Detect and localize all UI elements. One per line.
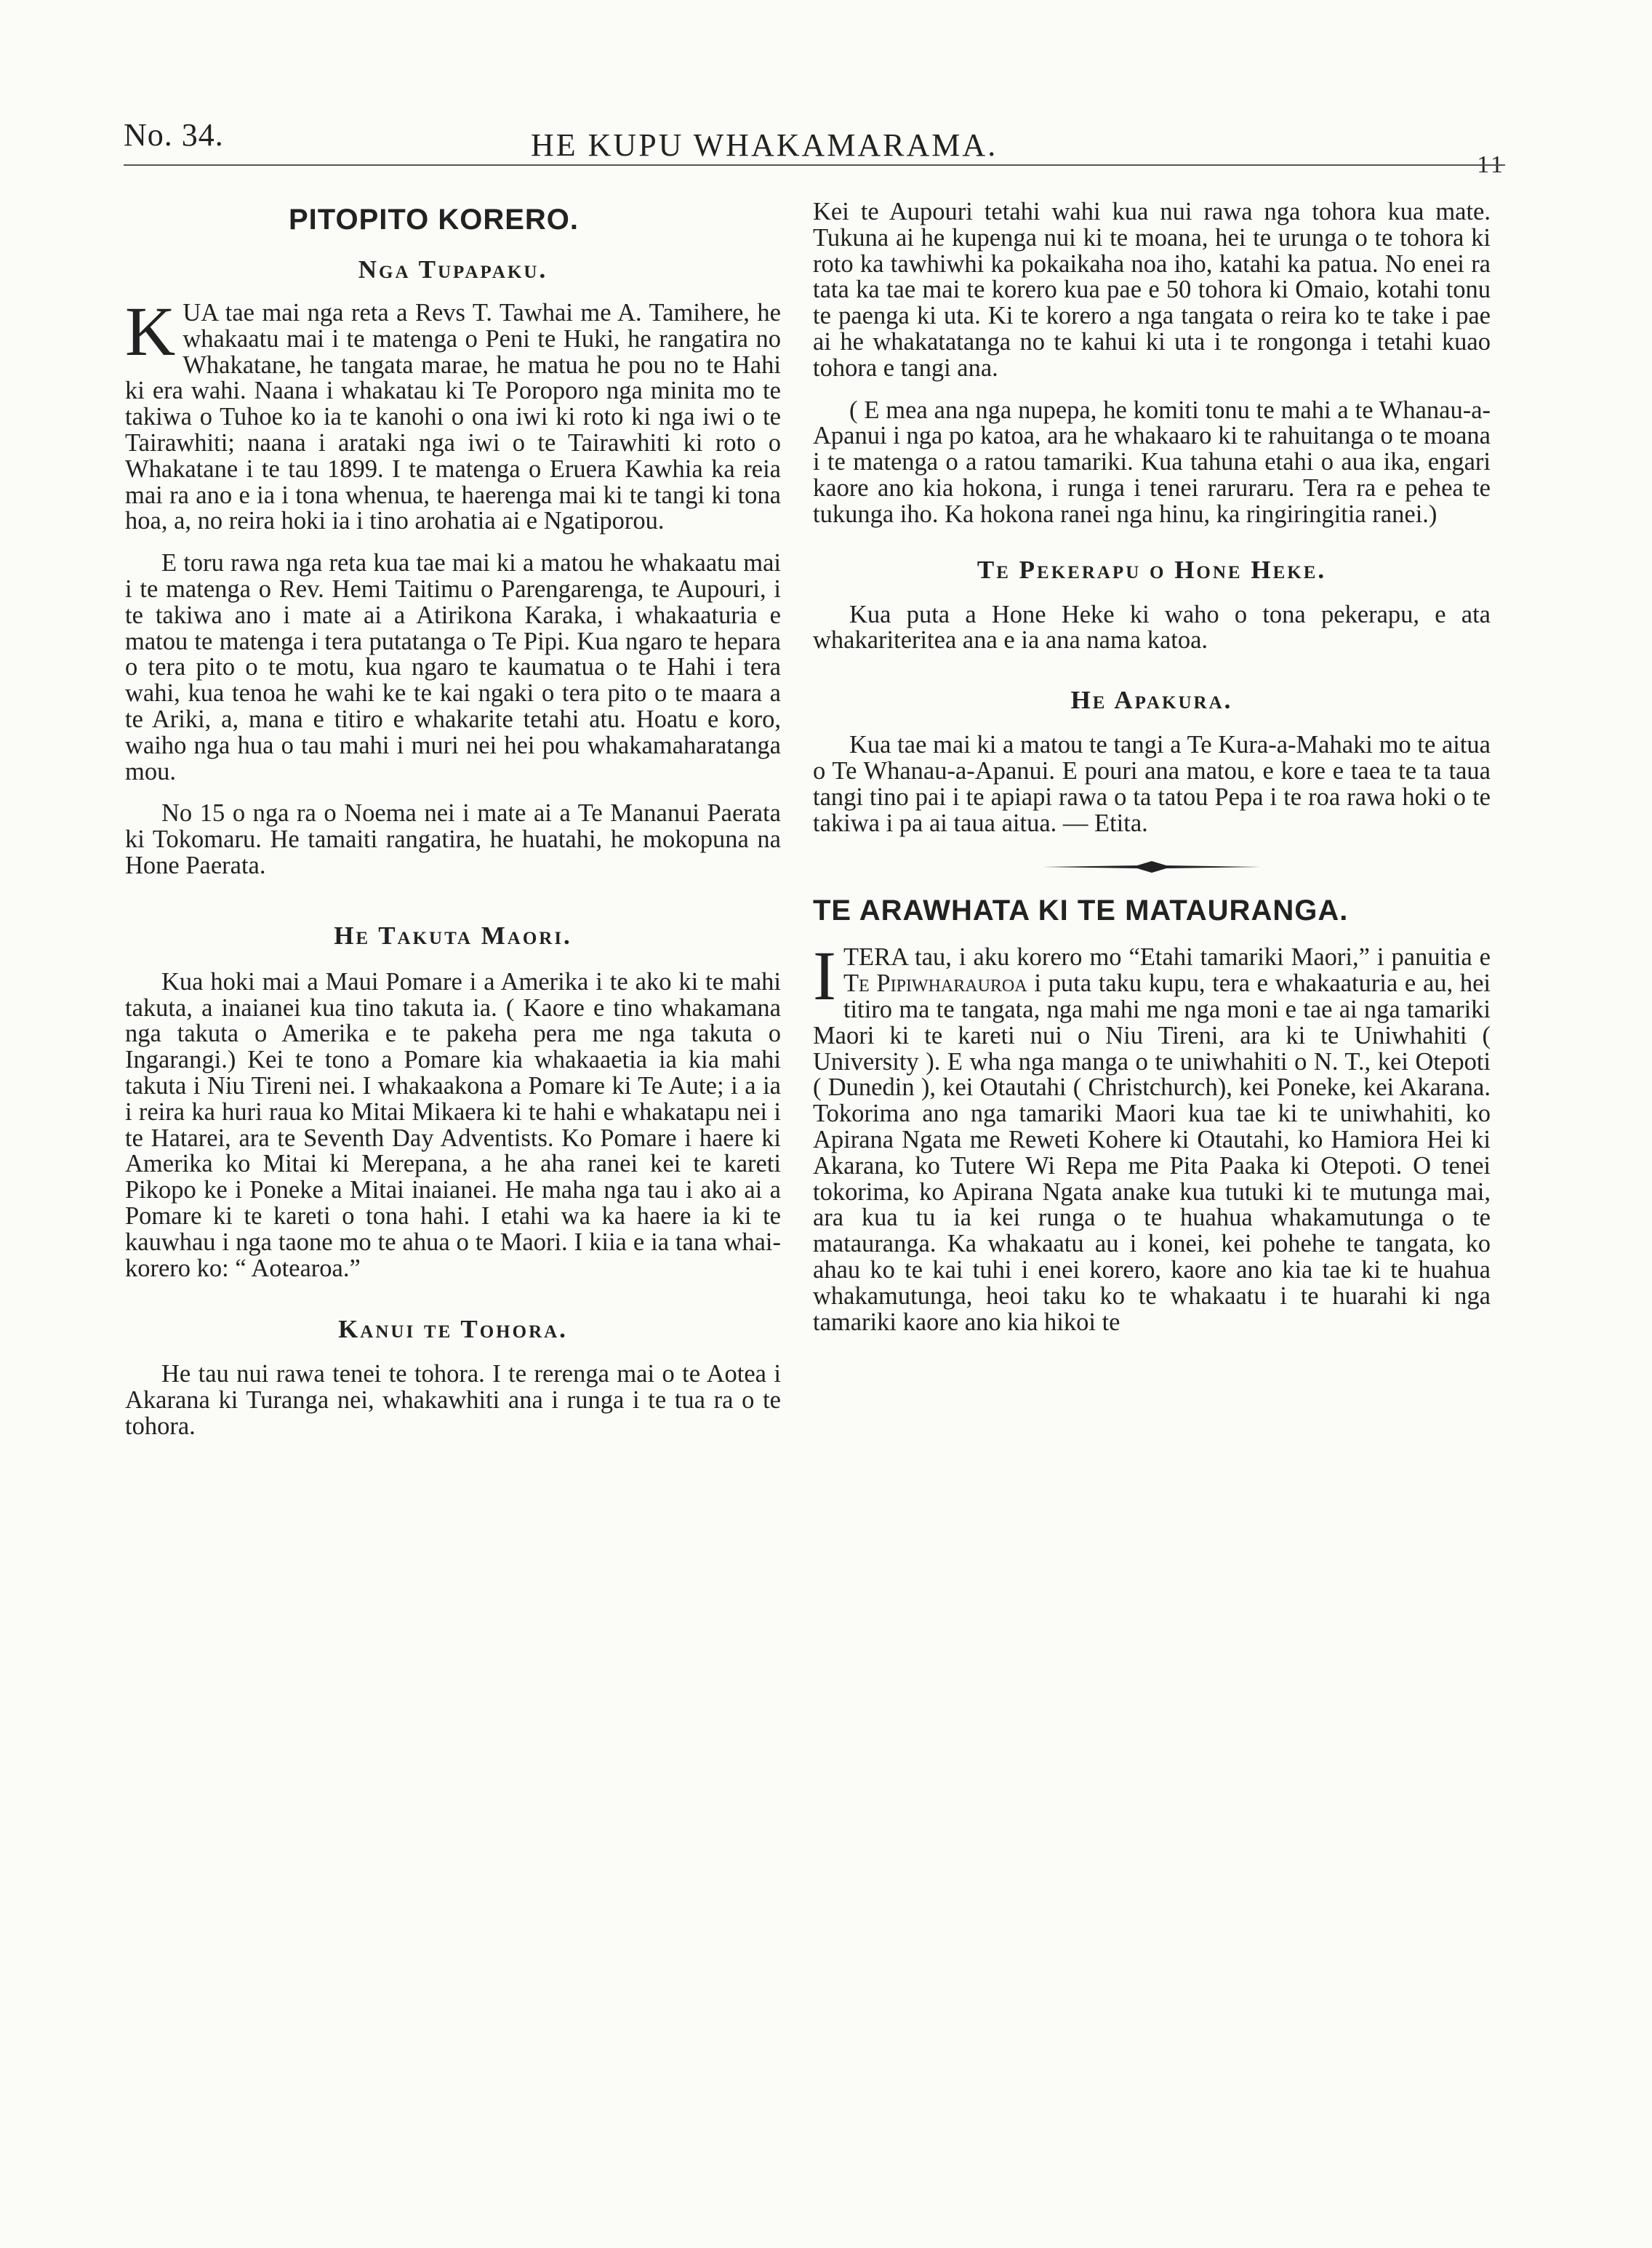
publication-title: HE KUPU WHAKAMARAMA.	[531, 127, 998, 163]
issue-number: No. 34.	[124, 117, 224, 153]
article-headline: TE ARAWHATA KI TE MATAURANGA.	[813, 895, 1349, 927]
header-rule	[124, 164, 1505, 166]
article-paragraph: Kei te Aupouri tetahi wahi kua nui rawa nga tohora kua mate. Tukuna ai he kupenga nui ki te moana, hei te urunga o te tohora ki roto ka tawhiwhi ka pokaikaha noa iho, katahi ka patua. No enei ra tata ka tae mai te korero kua pae e 50 tohora ki Omaio, kotahi tonu te paenga ki uta. Ki te korero a nga tangata o reira ko te take i pae ai he whakatatanga no te kahui ki uta i te rongonga i tetahi kuao tohora e tangi ana.	[813, 198, 1491, 382]
section-headline: PITOPITO KORERO.	[289, 204, 580, 236]
right-column	[813, 198, 1491, 1336]
newspaper-title: Te Pipiwharauroa	[843, 969, 1027, 998]
article-paragraph: ( E mea ana nga nupepa, he komiti tonu te mahi a te Whanau-a-Apanui i nga po katoa, ara he whakaaro ki te rahuitanga o te moana i te matenga o a ratou tamariki. Kua tahuna etahi o aua ika, engari kaore ano kia hokona, i runga i tenei raruraru. Tera ra e pehea te tukunga iho. Ka hokona ranei nga hinu, ka ringiringitia ranei.)	[813, 396, 1491, 528]
subhead-he-apakura: He Apakura.	[1070, 686, 1233, 715]
article-paragraph: Kua puta a Hone Heke ki waho o tona pekerapu, e ata whakariteritea ana e ia ana nama katoa.	[813, 600, 1491, 655]
subhead-kanui-te-tohora: Kanui te Tohora.	[338, 1315, 568, 1344]
article-paragraph: He tau nui rawa tenei te tohora. I te rerenga mai o te Aotea i Akarana ki Turanga nei, whakawhiti ana i runga i te tua ra o te tohora.	[125, 1360, 781, 1440]
article-paragraph: E toru rawa nga reta kua tae mai ki a matou he whakaatu mai i te matenga o Rev. Hemi Taitimu o Parengarenga, te Aupouri, i te takiwa ano i mate ai a Atirikona Karaka, i whakaaturia e matou te matenga i tera putatanga o Te Pipi. Kua ngaro te hepara o tera pito o te motu, kua ngaro te kaumatua o te Hahi i tera wahi, kua tenoa he wahi ke te kai ngaki o tera pito o te maara a te Ariki, a, mana e titiro e whakarite tetahi atu. Hoatu e koro, waiho nga hua o tau mahi i muri nei hei pou whakamaharatanga mou.	[125, 549, 781, 785]
subhead-nga-tupapaku: Nga Tupapaku.	[358, 255, 548, 284]
drop-cap: I	[813, 937, 836, 1015]
article-paragraph: KUA tae mai nga reta a Revs T. Tawhai me A. Tamihere, he whakaatu mai i te matenga o Peni te Huki, he rangatira no Whakatane, he tangata marae, he matua he pou no te Hahi ki era wahi. Naana i whakatau ki Te Poroporo nga minita mo te takiwa o Tuhoe ko ia te kanohi o ona iwi ki roto ki nga iwi o te Tairawhiti; naana i arataki nga iwi o te Tairawhiti ki roto o Whakatane i te tau 1899. I te matenga o Eruera Kawhia ka reia mai ra ano e ia i tona whenua, te haerenga mai ki te tangi ki tona hoa, a, no reira hoki ia i tino arohatia ai e Ngatiporou.	[125, 292, 781, 535]
ornament-divider	[1043, 858, 1261, 876]
subhead-he-takuta-maori: He Takuta Maori.	[334, 921, 572, 950]
drop-cap: K	[125, 292, 176, 370]
running-header	[124, 116, 1505, 178]
article-paragraph: Kua tae mai ki a matou te tangi a Te Kura-a-Mahaki mo te aitua o Te Whanau-a-Apanui. E pouri ana matou, e kore e taea te ta taua tangi tino pai i te apiapi rawa o ta tatou Pepa i te roa rawa hoki o te takiwa i pa ai taua aitua. — Etita.	[813, 731, 1491, 837]
left-column	[125, 204, 781, 1440]
article-paragraph: No 15 o nga ra o Noema nei i mate ai a Te Mananui Paerata ki Tokomaru. He tamaiti rangatira, he huatahi, he mokopuna na Hone Paerata.	[125, 799, 781, 879]
page-number: 11	[1477, 151, 1505, 178]
subhead-te-pekerapu: Te Pekerapu o Hone Heke.	[977, 555, 1327, 584]
article-paragraph: Kua hoki mai a Maui Pomare i a Amerika i te ako ki te mahi takuta, a inaianei kua tino takuta ia. ( Kaore e tino whakamana nga takuta o Amerika e te pakeha pera me nga takuta o Ingarangi.) Kei te tono a Pomare kia whakaaetia ia kia mahi takuta i Niu Tireni nei. I whakaakona a Pomare ki Te Aute; i a ia i reira ka huri raua ko Mitai Mikaera ki te hahi e whakatapu nei i te Hatarei, ara te Seventh Day Adventists. Ko Pomare i haere ki Amerika ko Mitai ki Merepana, a he aha ranei kei te kareti Pikopo ke i Poneke a Mitai inaianei. He maha nga tau i ako ai a Pomare ki te kareti o tona hahi. I etahi wa ka haere ia ki te kauwhau i nga taone mo te ahua o te Maori. I kiia e ia tana whai-korero ko: “ Aotearoa.”	[125, 967, 781, 1282]
article-paragraph: ITERA tau, i aku korero mo “Etahi tamariki Maori,” i panuitia e Te Pipiwharauroa i puta taku kupu, tera e whakaaturia e au, hei titiro ma te tangata, nga mahi me nga moni e tae ai nga tamariki Maori ki te kareti nui o Niu Tireni, ara ki te Uniwhahiti ( University ). E wha nga manga o te uniwhahiti o N. T., kei Otepoti ( Dunedin ), kei Otautahi ( Christchurch), kei Poneke, kei Akarana. Tokorima ano nga tamariki Maori kua tae ki te uniwhahiti, ko Apirana Ngata me Reweti Kohere ki Otautahi, ko Hamiora Hei ki Akarana, ko Tutere Wi Repa me Pita Paaka ki Otepoti. O tenei tokorima, ko Apirana Ngata anake kua tutuki ki te mutunga mai, ara kua tu ia kei runga o te huahua whakamutunga o te matauranga. Ka whakaatu au i konei, kei pohehe te tangata, ko ahau ko te kai tuhi i enei korero, kaore ano kia tae ki te huahua whakamutunga, heoi taku ko te whakaatu i te huarahi ki nga tamariki kaore ano kia hikoi te	[813, 937, 1491, 1336]
